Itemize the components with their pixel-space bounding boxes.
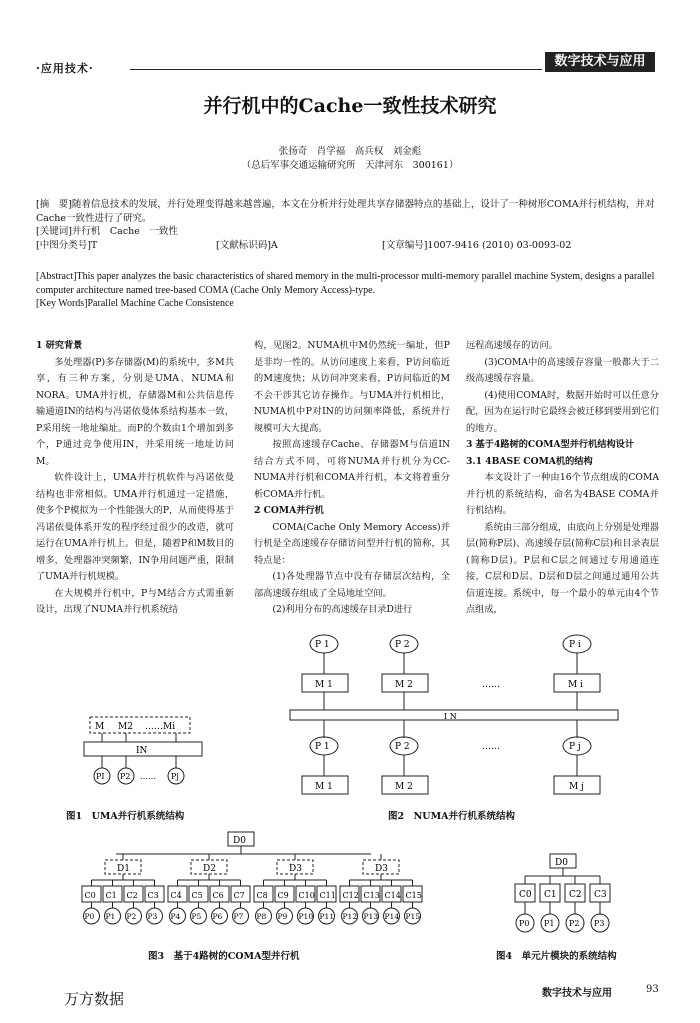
fig3-processor-label: P2 [126, 912, 137, 921]
fig4-processor-label: P3 [594, 919, 605, 928]
body-column-2 [254, 338, 450, 619]
fig2-proc-label: P 2 [395, 742, 410, 752]
abstract-cn: [摘 要]随着信息技术的发展，并行处理变得越来越普遍，本文在分析并行处理共享存储器特点的基础上，设计了一种树形COMA并行机结构，并对Cache一致性进行了研究。 [36, 199, 655, 224]
fig1-mem-label: ……Mi [145, 722, 176, 732]
keywords-cn: [关键词]并行机 Cache 一致性 [36, 226, 178, 237]
classification-row [36, 239, 658, 253]
header-rule [130, 69, 542, 70]
section-heading: 1 研究背景 [36, 340, 83, 351]
fig3-cache-label: C1 [105, 891, 117, 900]
fig1-mem-label: M2 [118, 722, 133, 732]
body-paragraph: 在大规模并行机中，P与M结合方式需重新设计，出现了NUMA并行机系统结 [36, 587, 234, 615]
figure-4-unit-module [508, 852, 622, 948]
fig4-cache-label: C0 [519, 890, 532, 900]
page-number: 93 [646, 984, 659, 995]
fig3-cache-label: C13 [363, 891, 380, 900]
fig3-processor-label: P15 [405, 912, 421, 921]
fig1-proc-label: Pj [171, 772, 179, 781]
fig4-cache-label: C3 [594, 890, 607, 900]
body-paragraph: 按照高速缓存Cache、存储器M与信道IN结合方式不同，可将NUMA并行机分为CC-NUMA并行机和COMA并行机，本文将着重分析COMA并行机。 [254, 439, 450, 500]
clc-number: [中图分类号]T [36, 239, 98, 251]
fig2-mem-label: M 1 [315, 782, 333, 792]
fig3-cache-label: C3 [147, 891, 159, 900]
watermark: 万方数据 [64, 990, 125, 1008]
fig2-proc-label: P 1 [315, 742, 330, 752]
body-paragraph: (1)各处理器节点中没有存储层次结构，全部高速缓存组成了全局地址空间。 [254, 571, 450, 599]
fig3-cache-label: C10 [298, 891, 315, 900]
fig3-cache-label: C12 [342, 891, 359, 900]
fig3-cache-label: C0 [84, 891, 96, 900]
fig2-proc-label: P i [569, 640, 581, 650]
section-heading: 3 基于4路树的COMA型并行机结构设计 [466, 439, 635, 450]
fig4-cache-label: C2 [569, 890, 582, 900]
fig3-cache-label: C9 [277, 891, 289, 900]
body-paragraph: 远程高速缓存的访问。 [466, 340, 558, 351]
fig3-root-label: D0 [233, 836, 246, 846]
fig3-processor-label: P11 [319, 912, 335, 921]
fig1-in-label: IN [136, 746, 148, 756]
fig3-cache-label: C14 [384, 891, 401, 900]
abstract-en: [Abstract]This paper analyzes the basic characteristics of shared memory in the multi-processor multi-memory parallel machine System, designs a parallel computer architecture named tree-based COMA (Cache Only Memory Access)-type. [36, 271, 655, 296]
fig3-cache-label: C15 [405, 891, 422, 900]
section-label: ·应用技术· [36, 62, 94, 75]
body-paragraph: COMA(Cache Only Memory Access)并行机是全高速缓存存储访问型并行机的简称，其特点是： [254, 521, 450, 566]
fig3-directory-label: D3 [289, 864, 302, 874]
abstract-cn-block [36, 198, 658, 253]
body-paragraph: 多处理器(P)多存储器(M)的系统中，多M共享，有三种方案，分别是UMA、NUMA和NORA。UMA并行机，存储器M和公共信息传输通道IN的结构与冯诺依曼体系结构基本一致，P采用统一地址编址。而P的个数由1个增加到多个，P通过竞争使用IN，并采用统一地址访问M。 [36, 356, 234, 467]
fig4-directory-label: D0 [555, 858, 568, 868]
fig4-processor-label: P1 [544, 919, 555, 928]
authors: 张扬奇 肖学福 高兵权 刘金彪 [278, 146, 422, 157]
fig1-proc-label: …… [140, 772, 156, 781]
body-paragraph: (3)COMA中的高速缓存容量一般都大于二级高速缓存容量。 [466, 356, 659, 384]
fig3-processor-label: P8 [256, 912, 267, 921]
body-column-1 [36, 338, 234, 619]
fig4-cache-label: C1 [544, 890, 557, 900]
keywords-en: [Key Words]Parallel Machine Cache Consistence [36, 298, 234, 309]
fig3-directory-label: D2 [203, 864, 216, 874]
figure-2-numa-diagram [286, 630, 622, 802]
body-paragraph: (4)使用COMA时，数据开始时可以任意分配，因为在运行时它最终会被迁移到要用到它们的地方。 [466, 389, 659, 434]
body-paragraph: 系统由三部分组成，由底向上分别是处理器层(简称P层)、高速缓存层(简称C层)和目录表层(简称D层)。P层和C层之间通过专用通道连接，C层和D层、D层和D层之间通过通用公共信道连接。系统中，每一个最小的单元由4个节点组成， [466, 521, 659, 615]
article-number: [文章编号]1007-9416 (2010) 03-0093-02 [382, 239, 572, 251]
figure-3-caption: 图3 基于4路树的COMA型并行机 [148, 951, 300, 962]
fig4-processor-label: P0 [519, 919, 530, 928]
journal-label: 数字技术与应用 [545, 52, 655, 72]
section-heading: 2 COMA并行机 [254, 505, 324, 516]
fig2-proc-label: P j [569, 742, 581, 752]
fig2-mem-label: M 2 [395, 680, 413, 690]
figure-3-coma-tree [76, 830, 422, 948]
fig2-mem-label: M 2 [395, 782, 413, 792]
fig3-processor-label: P12 [342, 912, 358, 921]
doc-code: [文献标识码]A [216, 239, 278, 251]
body-column-3 [466, 338, 659, 619]
fig2-proc-label: P 2 [395, 640, 410, 650]
abstract-en-block [36, 270, 658, 311]
fig3-cache-label: C2 [126, 891, 138, 900]
fig3-processor-label: P5 [191, 912, 202, 921]
figure-1-uma-diagram [80, 712, 210, 802]
paper-title: 并行机中的Cache一致性技术研究 [203, 95, 497, 117]
fig3-processor-label: P7 [233, 912, 244, 921]
fig3-cache-label: C8 [256, 891, 268, 900]
body-paragraph: 本文设计了一种由16个节点组成的COMA并行机的系统结构，命名为4BASE COMA并行机结构。 [466, 472, 659, 516]
fig2-proc-label: P 1 [315, 640, 330, 650]
fig2-mem-label: …… [482, 680, 500, 690]
fig2-mem-label: M 1 [315, 680, 333, 690]
fig3-processor-label: P9 [277, 912, 288, 921]
fig3-cache-label: C5 [191, 891, 203, 900]
fig3-cache-label: C6 [212, 891, 224, 900]
fig3-processor-label: P0 [84, 912, 95, 921]
fig4-processor-label: P2 [569, 919, 580, 928]
body-paragraph: 构，见图2。NUMA机中M仍然统一编址，但P是非均一性的。从访问速度上来看，P访问临近的M速度快；从访问冲突来看，P访问临近的M不会干涉其它访存操作。与UMA并行机相比，NUMA机中P对IN的访问频率降低，系统并行规模可大大提高。 [254, 340, 450, 434]
fig3-processor-label: P14 [384, 912, 400, 921]
affiliation: （总后军事交通运输研究所 天津河东 300161） [241, 160, 459, 171]
section-heading: 3.1 4BASE COMA机的结构 [466, 455, 593, 467]
fig1-proc-label: PI [96, 772, 105, 781]
fig3-directory-label: D3 [375, 864, 388, 874]
figure-1-caption: 图1 UMA并行机系统结构 [66, 811, 185, 822]
figure-4-caption: 图4 单元片模块的系统结构 [496, 951, 617, 962]
fig3-cache-label: C7 [233, 891, 245, 900]
fig3-processor-label: P4 [170, 912, 181, 921]
body-paragraph: 软件设计上，UMA并行机软件与冯诺依曼结构也非常相似。UMA并行机通过一定措施，使多个P模拟为一个性能强大的P，从而使得基于冯诺依曼体系开发的程序经过很少的改造，就可运行在UMA并行机上。但是，随着P和M数目的增多，处理器冲突频繁，IN争用问题严重，限制了UMA并行机规模。 [36, 472, 234, 582]
fig1-proc-label: P2 [120, 772, 131, 781]
fig2-proc-label: …… [482, 742, 500, 752]
fig1-mem-label: M [95, 722, 105, 732]
fig3-cache-label: C4 [170, 891, 182, 900]
figure-2-caption: 图2 NUMA并行机系统结构 [388, 811, 515, 822]
fig2-in-label: I N [444, 712, 457, 721]
body-paragraph: (2)利用分布的高速缓存目录D进行 [272, 604, 413, 615]
fig2-mem-label: M j [569, 782, 584, 792]
fig3-processor-label: P1 [105, 912, 116, 921]
fig3-processor-label: P13 [363, 912, 379, 921]
fig3-processor-label: P10 [298, 912, 314, 921]
fig3-processor-label: P6 [212, 912, 223, 921]
fig3-cache-label: C11 [319, 891, 336, 900]
fig3-processor-label: P3 [147, 912, 158, 921]
footer-journal: 数字技术与应用 [542, 988, 612, 999]
fig2-mem-label: M i [568, 680, 583, 690]
fig3-directory-label: D1 [117, 864, 130, 874]
